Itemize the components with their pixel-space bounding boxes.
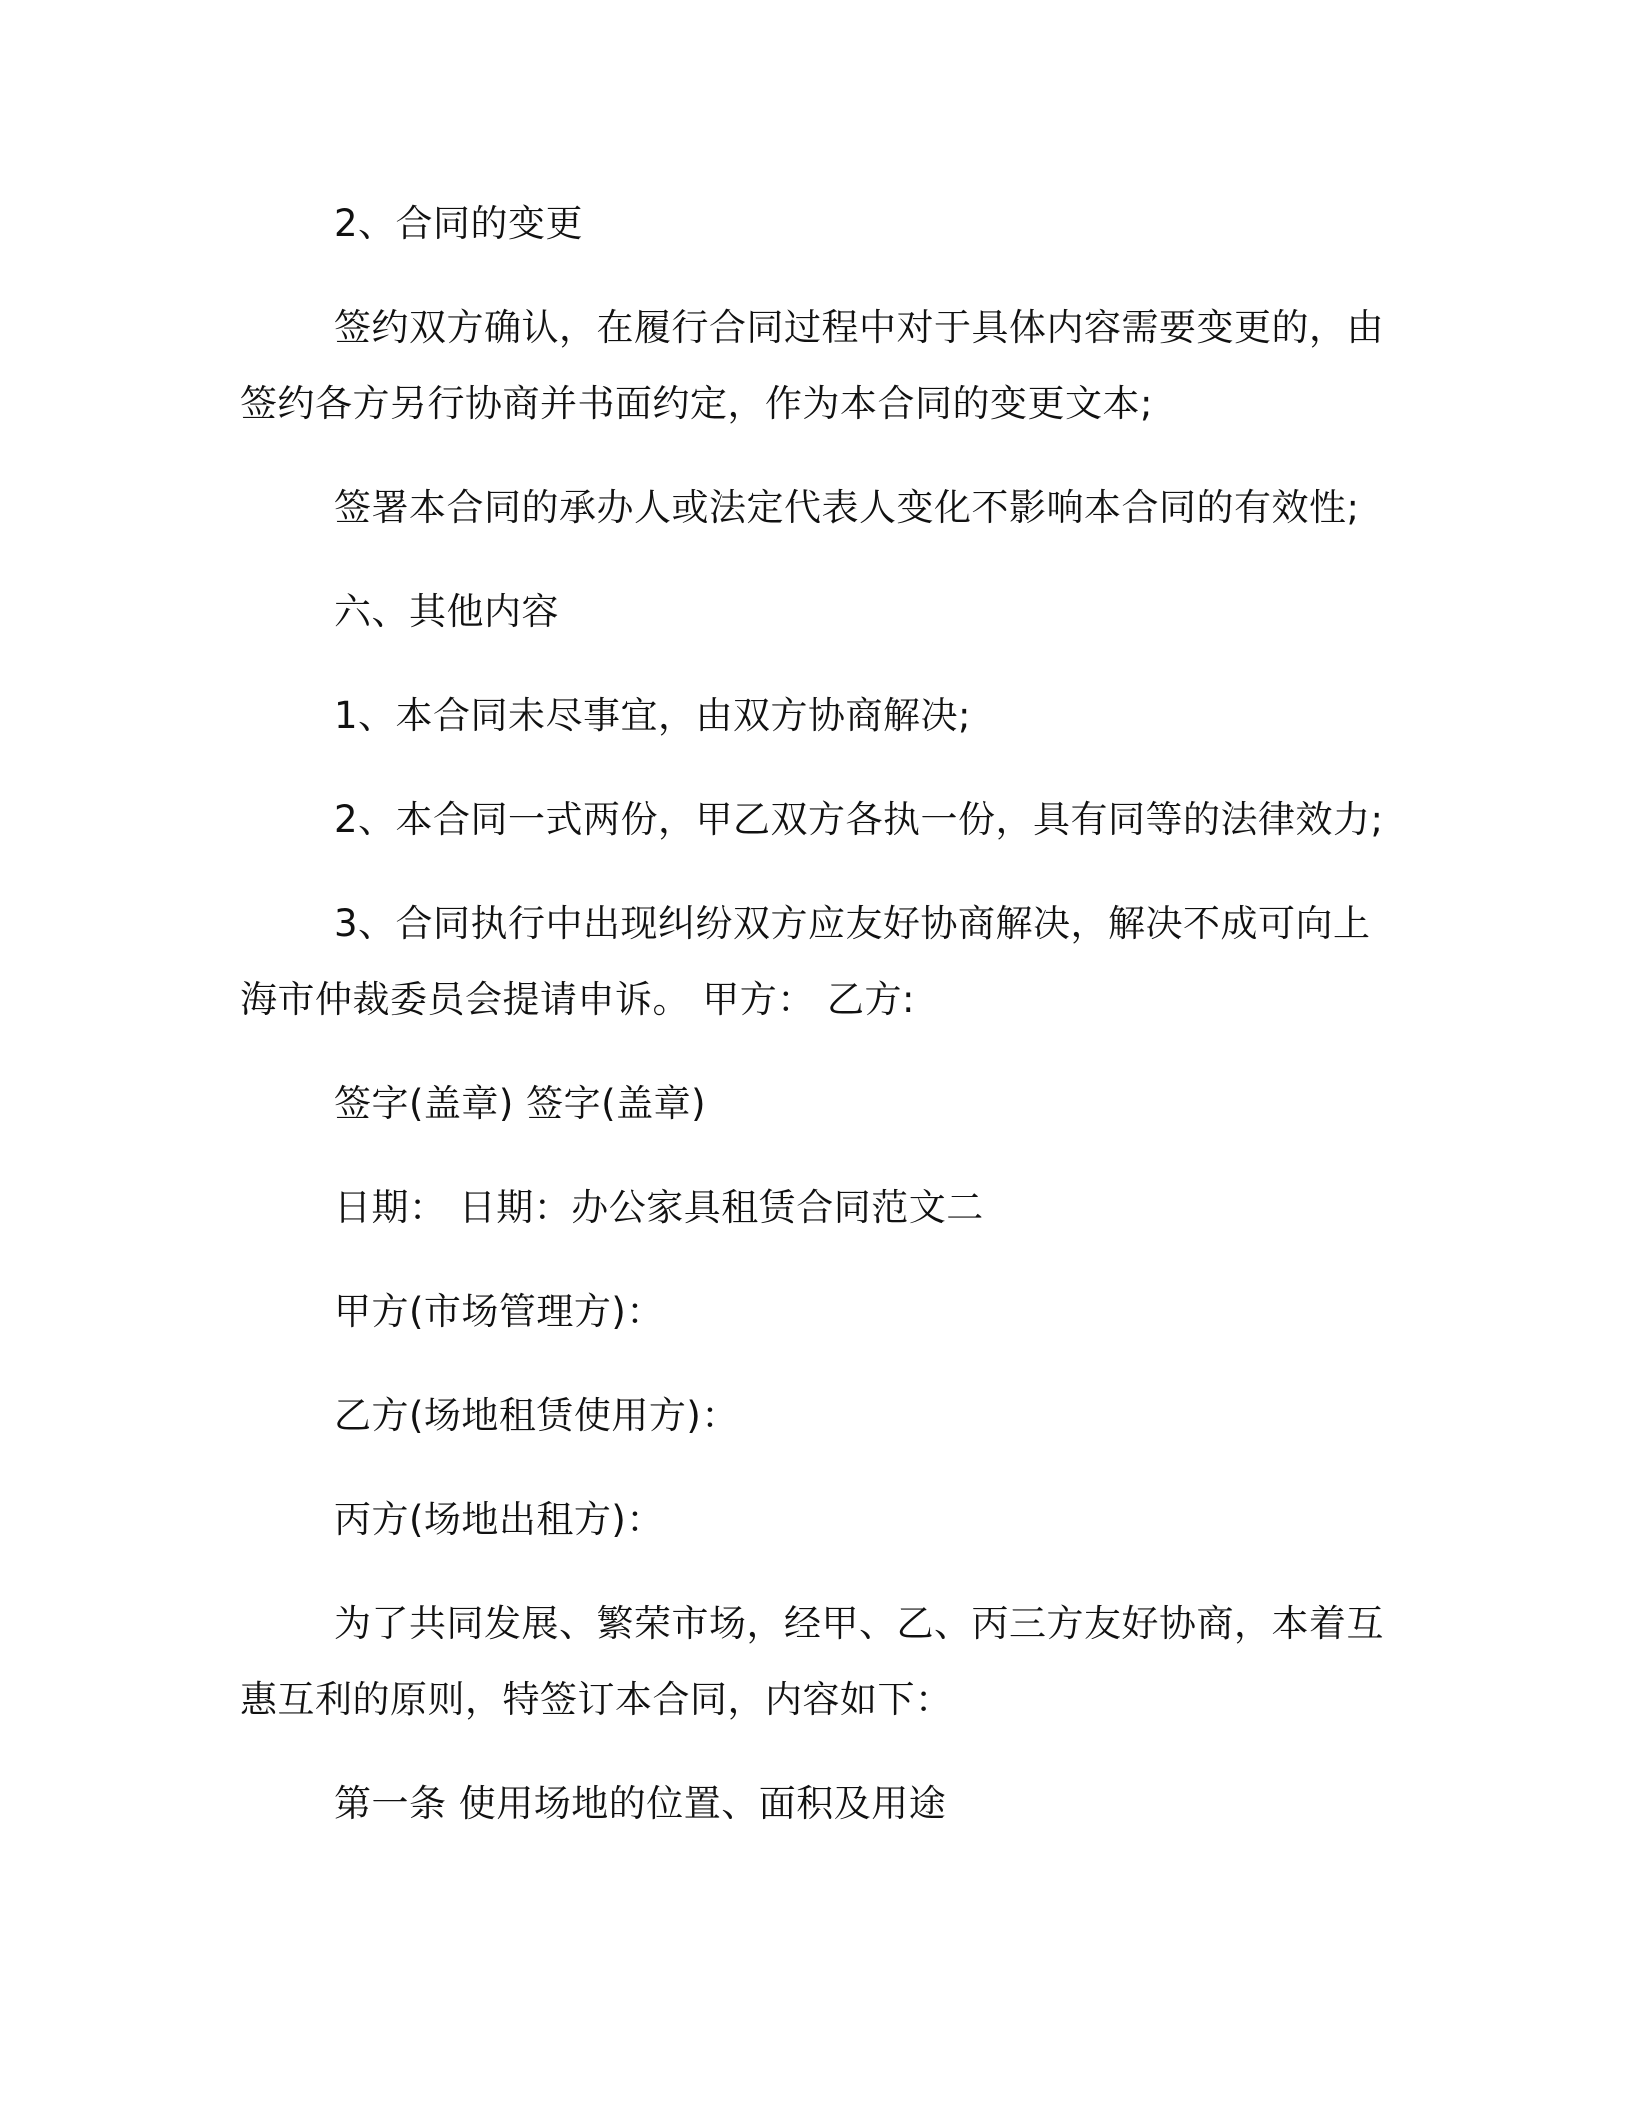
paragraph-gap	[240, 262, 1390, 290]
paragraph-gap	[240, 754, 1390, 782]
paragraph-gap	[240, 1738, 1390, 1766]
paragraph-party-c: 丙方(场地出租方)：	[334, 1498, 664, 1541]
paragraph-party-b: 乙方(场地租赁使用方)：	[334, 1394, 739, 1437]
paragraph-gap	[240, 546, 1390, 574]
paragraph-clause-2: 2、本合同一式两份，甲乙双方各执一份，具有同等的法律效力;	[334, 798, 1384, 841]
paragraph-other-content-heading: 六、其他内容	[334, 590, 559, 633]
paragraph-clause-3: 3、合同执行中出现纠纷双方应友好协商解决，解决不成可向上海市仲裁委员会提请申诉。 甲方： 乙方:	[240, 902, 1371, 1021]
paragraph-gap	[240, 650, 1390, 678]
paragraph-change-confirmation: 签约双方确认，在履行合同过程中对于具体内容需要变更的，由签约各方另行协商并书面约定，作为本合同的变更文本;	[240, 306, 1384, 425]
paragraph-article-1-heading: 第一条 使用场地的位置、面积及用途	[334, 1782, 947, 1825]
paragraph-signature-line: 签字(盖章) 签字(盖章)	[334, 1082, 707, 1125]
paragraph-contract-change-heading: 2、合同的变更	[334, 202, 584, 245]
document-body	[240, 186, 1390, 1842]
paragraph-gap	[240, 1558, 1390, 1586]
paragraph-signatory-validity: 签署本合同的承办人或法定代表人变化不影响本合同的有效性;	[334, 486, 1360, 529]
paragraph-gap	[240, 1038, 1390, 1066]
paragraph-gap	[240, 1350, 1390, 1378]
paragraph-gap	[240, 1454, 1390, 1482]
paragraph-preamble: 为了共同发展、繁荣市场，经甲、乙、丙三方友好协商，本着互惠互利的原则，特签订本合同，内容如下：	[240, 1602, 1384, 1721]
paragraph-date-line: 日期： 日期：办公家具租赁合同范文二	[334, 1186, 984, 1229]
paragraph-gap	[240, 858, 1390, 886]
paragraph-party-a: 甲方(市场管理方)：	[334, 1290, 664, 1333]
paragraph-gap	[240, 1142, 1390, 1170]
paragraph-clause-1: 1、本合同未尽事宜，由双方协商解决;	[334, 694, 972, 737]
paragraph-gap	[240, 1246, 1390, 1274]
paragraph-gap	[240, 442, 1390, 470]
